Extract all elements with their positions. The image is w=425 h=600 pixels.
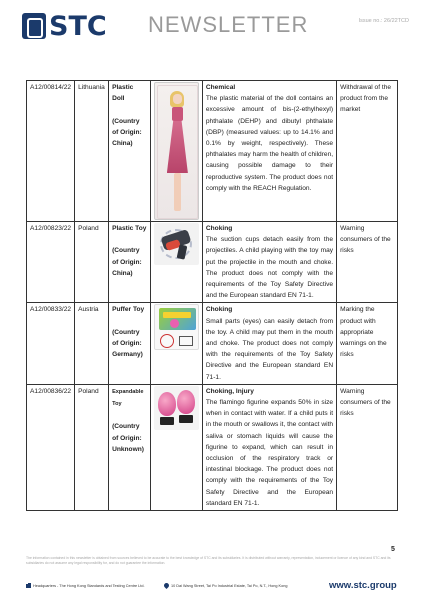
notification-id: A12/00823/22 [27,222,75,303]
product-name: Plastic Doll [112,84,134,103]
page-number: 5 [391,546,395,553]
risk-type: Choking [205,306,233,314]
doll-photo [154,82,199,220]
brand-name: STC [49,10,107,42]
website-link[interactable]: www.stc.group [329,580,397,591]
product-image-cell [150,384,202,510]
building-icon [26,583,31,588]
risk-cell [202,81,336,222]
product-image-cell [150,222,202,303]
origin-country: China) [112,140,133,147]
notifying-country: Austria [75,303,109,384]
origin-label: (Country of Origin: [112,423,142,442]
flamingo-toy-photo [154,386,199,430]
risk-cell [202,222,336,303]
risk-cell [202,303,336,384]
product-image-cell [150,303,202,384]
risk-cell [202,384,336,510]
ce-mark-icon [179,336,193,346]
origin-country: Germany) [112,351,143,359]
footer-address [164,583,287,588]
product-name: Puffer Toy [112,306,145,314]
product-name: Plastic Toy [112,225,147,232]
product-image-cell [150,81,202,222]
footer-headquarters [26,583,145,588]
notifying-country: Poland [75,222,109,303]
measure-taken: Marking the product with appropriate warnings on the risks [337,303,398,384]
stc-logo-icon [22,13,46,39]
page-footer [26,580,407,594]
table-row [27,303,398,384]
table-row [27,222,398,303]
risk-type: Choking, Injury [205,387,254,395]
issue-number: Issue no.: 26/22TCD [358,18,409,24]
location-pin-icon [163,582,170,589]
newsletter-title: NEWSLETTER [148,12,309,37]
risk-description: Small parts (eyes) can easily detach from the toy. A child may put them in the mouth and choke. The product does not comply with the requirements of the Toy Safety Directive and the European standard EN 71-1. [205,317,334,381]
origin-country: Unknown) [112,445,144,453]
toy-gun-photo [154,223,199,265]
origin-country: China) [112,269,133,277]
notification-id: A12/00833/22 [27,303,75,384]
risk-type: Chemical [205,84,236,91]
table-row [27,384,398,510]
recall-table [26,80,398,511]
origin-label: (Country of Origin: [112,117,142,136]
product-cell [109,303,151,384]
notifying-country: Poland [75,384,109,510]
origin-label: (Country of Origin: [112,247,142,266]
product-cell [109,81,151,222]
product-cell [109,384,151,510]
measure-taken: Warning consumers of the risks [337,384,398,510]
notification-id: A12/00814/22 [27,81,75,222]
warning-icon [160,334,174,348]
notification-id: A12/00836/22 [27,384,75,510]
risk-type: Choking [205,225,233,232]
disclaimer-text: The information contained in this newsletter is obtained from sources believed to be accurate to the best knowledge of STC and its subsidiaries. It is distributed without warranty, representation, inducement or licence of any kind and STC and its subsidiaries do not assume any legal responsibility for, and do not guarantee the information. [26,556,391,565]
origin-label: (Country of Origin: [112,328,142,348]
newsletter-header [0,0,425,62]
product-name: Expandable Toy [112,388,144,408]
headquarters-text: Headquarters - The Hong Kong Standards and Testing Centre Ltd. [33,583,145,588]
address-text: 10 Dai Wang Street, Tai Po Industrial Estate, Tai Po, N.T., Hong Kong [171,583,288,588]
product-cell [109,222,151,303]
risk-description: The flamingo figurine expands 50% in size when in contact with water. If a child puts it in the mouth or swallows it, the contact with saliva or stomach liquids will cause the figurine to expand, which can result in occlusion of the respiratory track or intestinal blockage. The product does not comply with the requirements of the Toy Safety Directive and the European standard EN 71-1. [205,399,334,507]
risk-description: The suction cups detach easily from the projectiles. A child playing with the toy may put the projectile in the mouth and choke. The product does not comply with the requirements of the Toy Safety Directive and the European standard EN 71-1. [205,236,334,300]
stc-logo [22,12,107,40]
risk-description: The plastic material of the doll contains an excessive amount of bis-(2-ethylhexyl) phthalate (DEHP) and dibutyl phthalate (DBP) (measured values: up to 14.1% and 0.1% by weight, respectively). These phthalates may harm the health of children, causing possible damage to their reproductive system. The product does not comply with the REACH Regulation. [205,95,334,192]
puffer-toy-photo [154,304,199,350]
table-row [27,81,398,222]
measure-taken: Withdrawal of the product from the market [337,81,398,222]
measure-taken: Warning consumers of the risks [337,222,398,303]
notifying-country: Lithuania [75,81,109,222]
